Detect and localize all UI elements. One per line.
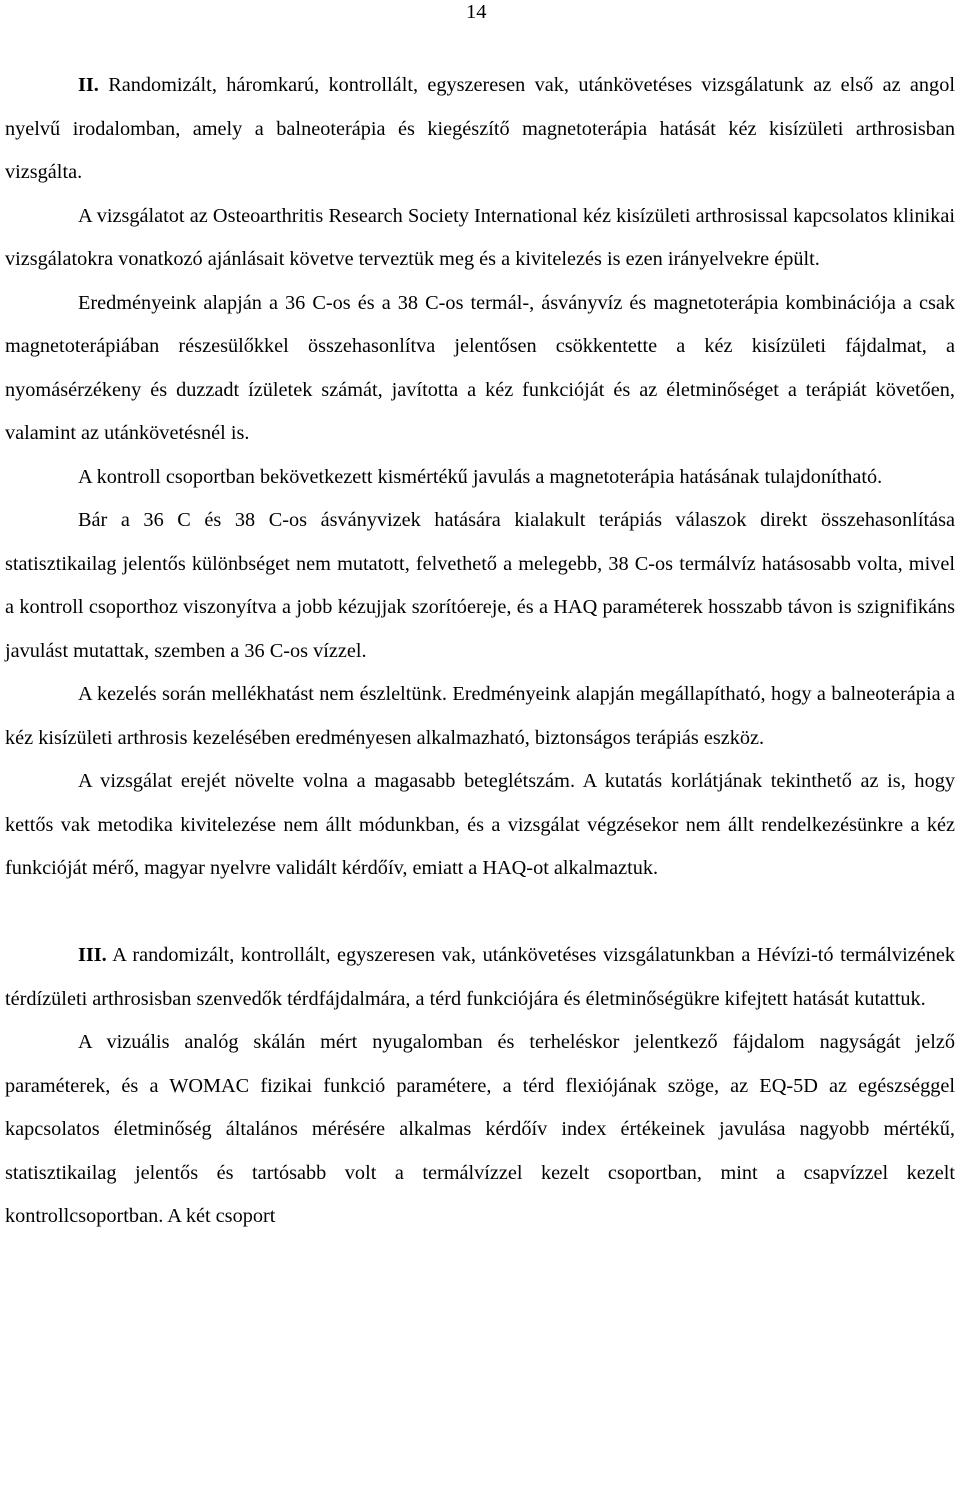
page-number: 14 [466, 1, 487, 23]
section-2-paragraph-6: A kezelés során mellékhatást nem észleltünk. Eredményeink alapján megállapítható, hogy a balneoterápia a kéz kisízületi arthrosis kezelésében eredményesen alkalmazható, biztonságos terápiás eszköz. [5, 683, 955, 749]
section-2-paragraph-3: Eredményeink alapján a 36 C-os és a 38 C-os termál-, ásványvíz és magnetoterápia kombinációja a csak magnetoterápiában részesülőkkel összehasonlítva jelentősen csökkentette a kéz kisízületi fájdalmat, a nyomásérzékeny és duzzadt ízületek számát, javította a kéz funkcióját és az életminőséget a terápiát követően, valamint az utánkövetésnél is. [5, 291, 955, 444]
section-3-paragraph-2: A vizuális analóg skálán mért nyugalomban és terheléskor jelentkező fájdalom nagyságát jelző paraméterek, és a WOMAC fizikai funkció paramétere, a térd flexiójának szöge, az EQ-5D az egészséggel kapcsolatos életminőség általános mérésére alkalmas kérdőív index értékeinek javulása nagyobb mértékű, statisztikailag jelentős és tartósabb volt a termálvízzel kezelt csoportban, mint a csapvízzel kezelt kontrollcsoportban. A két csoport [5, 1031, 955, 1227]
section-3-label: III. [78, 944, 107, 966]
section-2-paragraph-7: A vizsgálat erejét növelte volna a magasabb beteglétszám. A kutatás korlátjának tekinthető az is, hogy kettős vak metodika kivitelezése nem állt módunkban, és a vizsgálat végzésekor nem állt rendelkezésünkre a kéz funkcióját mérő, magyar nyelvre validált kérdőív, emiatt a HAQ-ot alkalmaztuk. [5, 770, 955, 879]
section-2-paragraph-1-text: Randomizált, háromkarú, kontrollált, egyszeresen vak, utánkövetéses vizsgálatunk az első az angol nyelvű irodalomban, amely a balneoterápia és kiegészítő magnetoterápia hatását kéz kisízületi arthrosisban vizsgálta. [5, 74, 955, 183]
section-2-label: II. [78, 74, 99, 96]
section-3-paragraph-1-text: A randomizált, kontrollált, egyszeresen vak, utánkövetéses vizsgálatunkban a Hévízi-tó termálvizének térdízületi arthrosisban szenvedők térdfájdalmára, a térd funkciójára és életminőségükre kifejtett hatását kutattuk. [5, 944, 955, 1010]
section-2-paragraph-4: A kontroll csoportban bekövetkezett kismértékű javulás a magnetoterápia hatásának tulajdonítható. [78, 465, 883, 488]
section-2-intro-paragraph [5, 64, 955, 195]
section-3-intro-paragraph [5, 934, 955, 1021]
section-2-paragraph-5: Bár a 36 C és 38 C-os ásványvizek hatására kialakult terápiás válaszok direkt összehasonlítása statisztikailag jelentős különbséget nem mutatott, felvethető a melegebb, 38 C-os termálvíz hatásosabb volta, mivel a kontroll csoporthoz viszonyítva a jobb kézujjak szorítóereje, és a HAQ paraméterek hosszabb távon is szignifikáns javulást mutattak, szemben a 36 C-os vízzel. [5, 509, 955, 662]
section-2-paragraph-2: A vizsgálatot az Osteoarthritis Research Society International kéz kisízületi arthrosissal kapcsolatos klinikai vizsgálatokra vonatkozó ajánlásait követve terveztük meg és a kivitelezés is ezen irányelvekre épült. [5, 204, 955, 270]
document-body [5, 64, 955, 1239]
